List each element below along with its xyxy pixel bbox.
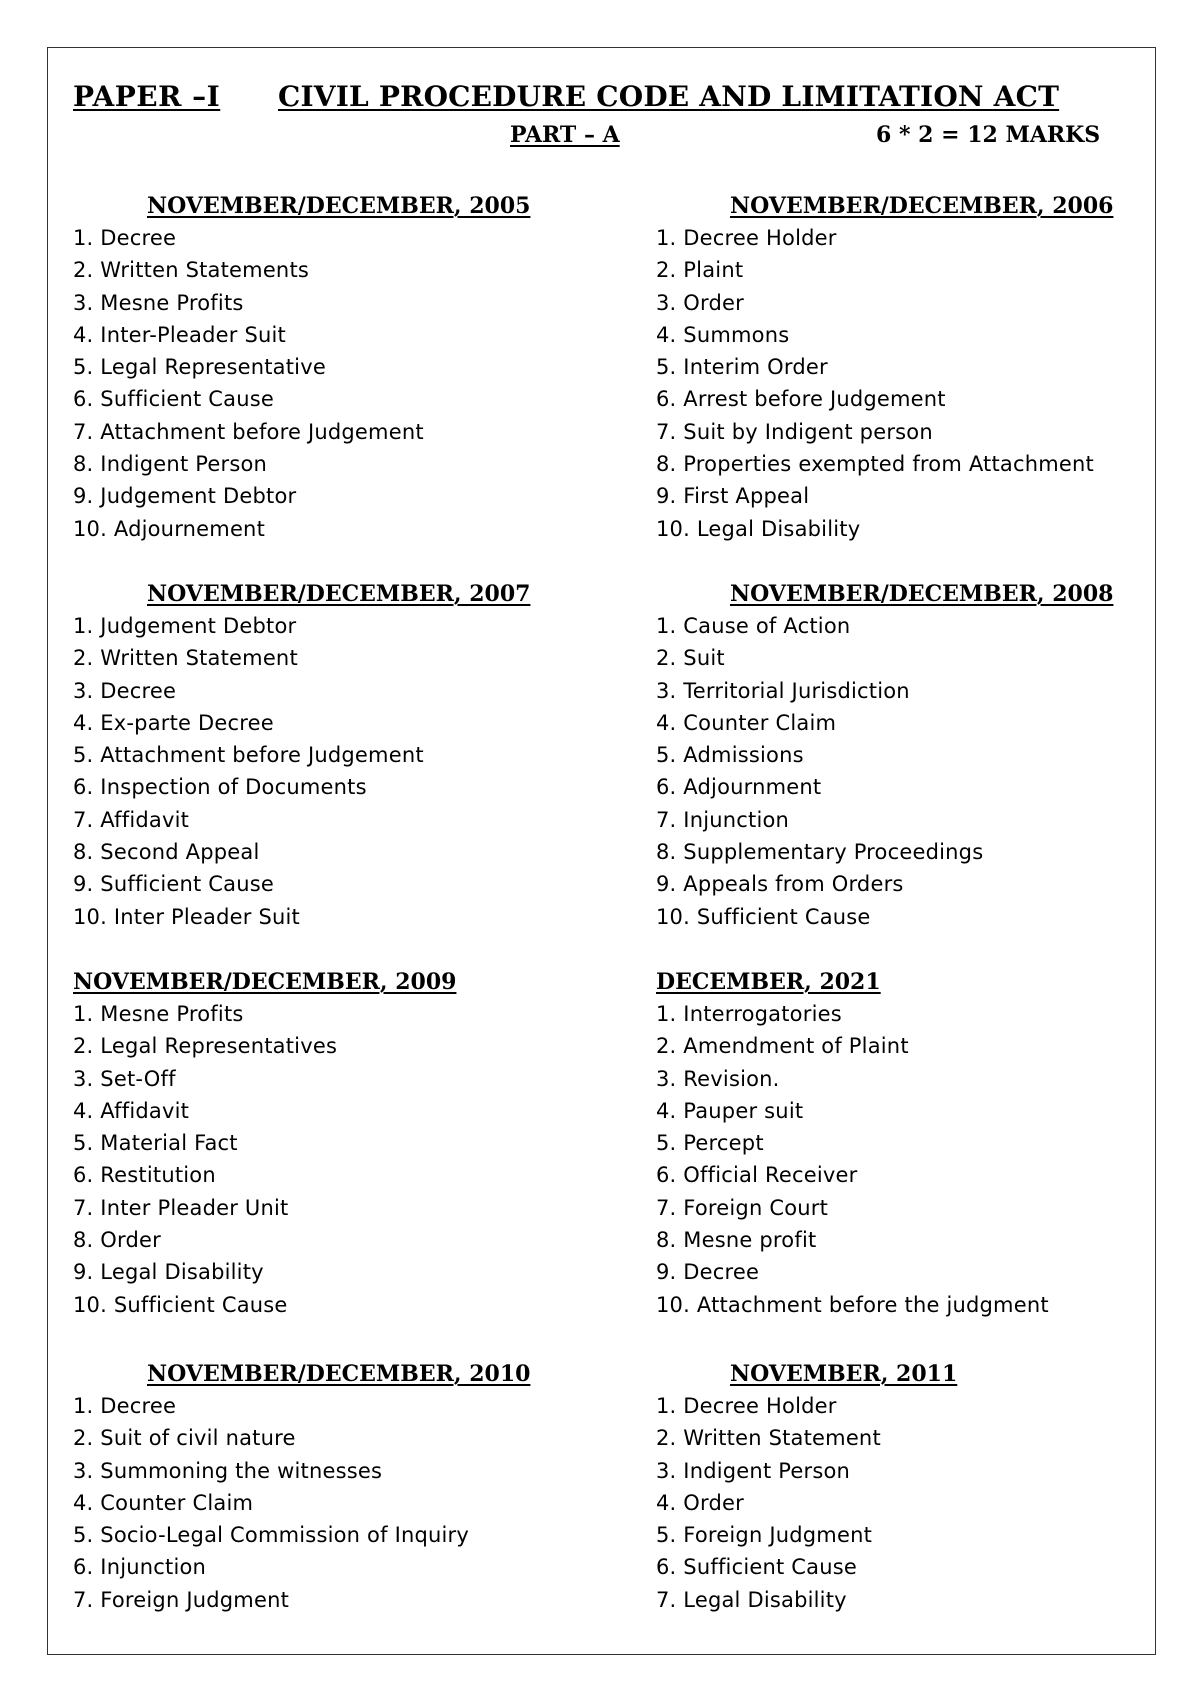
list-item: 5. Material Fact [73, 1131, 238, 1156]
section-2009 [73, 966, 613, 1321]
section-2007 [73, 578, 613, 933]
list-item: 6. Injunction [73, 1555, 207, 1580]
list-item: 3. Decree [73, 678, 177, 703]
list-item: 7. Foreign Judgment [73, 1587, 290, 1612]
list-item: 5. Admissions [656, 743, 804, 768]
section-2008 [656, 578, 1196, 933]
list-item: 5. Socio-Legal Commission of Inquiry [73, 1523, 470, 1548]
section-title: NOVEMBER/DECEMBER, 2006 [730, 193, 1114, 219]
list-item: 7. Attachment before Judgement [73, 419, 424, 444]
list-item: 1. Decree [73, 226, 177, 250]
section-title: DECEMBER, 2021 [656, 969, 881, 995]
list-item: 2. Suit of civil nature [73, 1426, 296, 1451]
section-title: NOVEMBER/DECEMBER, 2010 [147, 1361, 531, 1387]
section-2011 [656, 1358, 1196, 1616]
list-item: 9. First Appeal [656, 484, 810, 509]
list-item: 7. Inter Pleader Unit [73, 1195, 289, 1220]
list-item: 3. Summoning the witnesses [73, 1458, 383, 1483]
list-item: 10. Legal Disability [656, 516, 861, 541]
list-item: 1. Decree Holder [656, 226, 837, 250]
question-list [73, 1390, 613, 1616]
list-item: 3. Order [656, 290, 744, 315]
list-item: 7. Foreign Court [656, 1195, 829, 1220]
section-2005 [73, 190, 613, 545]
list-item: 2. Suit [656, 646, 725, 671]
list-item: 7. Affidavit [73, 807, 190, 832]
list-item: 6. Official Receiver [656, 1163, 858, 1188]
list-item: 2. Written Statement [656, 1426, 881, 1451]
list-item: 9. Sufficient Cause [73, 872, 274, 897]
list-item: 2. Legal Representatives [73, 1034, 338, 1059]
list-item: 8. Properties exempted from Attachment [656, 452, 1094, 477]
list-item: 5. Legal Representative [73, 355, 326, 380]
list-item: 2. Amendment of Plaint [656, 1034, 909, 1059]
list-item: 3. Indigent Person [656, 1458, 851, 1483]
list-item: 4. Summons [656, 322, 790, 347]
list-item: 6. Adjournment [656, 775, 822, 800]
section-title: NOVEMBER/DECEMBER, 2005 [147, 193, 531, 219]
list-item: 8. Second Appeal [73, 840, 260, 865]
list-item: 9. Legal Disability [73, 1260, 264, 1285]
question-list [73, 998, 613, 1321]
question-list [656, 998, 1196, 1321]
list-item: 3. Mesne Profits [73, 290, 244, 315]
list-item: 9. Judgement Debtor [73, 484, 297, 509]
list-item: 1. Interrogatories [656, 1002, 842, 1026]
list-item: 10. Sufficient Cause [656, 904, 871, 929]
question-list [656, 1390, 1196, 1616]
question-list [73, 610, 613, 933]
section-title: NOVEMBER/DECEMBER, 2008 [730, 581, 1114, 607]
section-2010 [73, 1358, 613, 1616]
document-title: CIVIL PROCEDURE CODE AND LIMITATION ACT [278, 80, 1060, 113]
list-item: 4. Counter Claim [656, 710, 837, 735]
list-item: 4. Order [656, 1490, 744, 1515]
section-title: NOVEMBER, 2011 [730, 1361, 958, 1387]
list-item: 6. Restitution [73, 1163, 216, 1188]
list-item: 1. Decree [73, 1394, 177, 1418]
list-item: 5. Interim Order [656, 355, 828, 380]
section-title: NOVEMBER/DECEMBER, 2007 [147, 581, 531, 607]
list-item: 5. Attachment before Judgement [73, 743, 424, 768]
list-item: 8. Order [73, 1228, 161, 1253]
section-2006 [656, 190, 1196, 545]
question-list [656, 610, 1196, 933]
list-item: 8. Supplementary Proceedings [656, 840, 984, 865]
list-item: 4. Inter-Pleader Suit [73, 322, 286, 347]
section-title: NOVEMBER/DECEMBER, 2009 [73, 969, 457, 995]
list-item: 10. Attachment before the judgment [656, 1292, 1049, 1317]
list-item: 4. Affidavit [73, 1098, 190, 1123]
list-item: 9. Appeals from Orders [656, 872, 904, 897]
list-item: 1. Decree Holder [656, 1394, 837, 1418]
list-item: 4. Counter Claim [73, 1490, 254, 1515]
list-item: 7. Legal Disability [656, 1587, 847, 1612]
part-label: PART – A [510, 122, 620, 148]
list-item: 8. Indigent Person [73, 452, 268, 477]
list-item: 2. Written Statement [73, 646, 298, 671]
list-item: 6. Arrest before Judgement [656, 387, 946, 412]
list-item: 1. Cause of Action [656, 614, 851, 638]
list-item: 10. Sufficient Cause [73, 1292, 288, 1317]
list-item: 7. Injunction [656, 807, 790, 832]
list-item: 8. Mesne profit [656, 1228, 817, 1253]
list-item: 7. Suit by Indigent person [656, 419, 933, 444]
marks-label: 6 * 2 = 12 MARKS [876, 122, 1101, 148]
list-item: 4. Ex-parte Decree [73, 710, 274, 735]
section-2021 [656, 966, 1196, 1321]
list-item: 6. Sufficient Cause [73, 387, 274, 412]
list-item: 5. Percept [656, 1131, 764, 1156]
list-item: 4. Pauper suit [656, 1098, 804, 1123]
list-item: 3. Territorial Jurisdiction [656, 678, 910, 703]
list-item: 1. Judgement Debtor [73, 614, 297, 638]
list-item: 1. Mesne Profits [73, 1002, 244, 1026]
paper-label: PAPER –I [73, 80, 221, 113]
list-item: 9. Decree [656, 1260, 760, 1285]
list-item: 2. Written Statements [73, 258, 310, 283]
list-item: 2. Plaint [656, 258, 744, 283]
list-item: 3. Revision. [656, 1066, 780, 1091]
list-item: 6. Sufficient Cause [656, 1555, 857, 1580]
list-item: 6. Inspection of Documents [73, 775, 367, 800]
list-item: 5. Foreign Judgment [656, 1523, 873, 1548]
list-item: 10. Adjournement [73, 516, 266, 541]
question-list [73, 222, 613, 545]
list-item: 3. Set-Off [73, 1066, 176, 1091]
list-item: 10. Inter Pleader Suit [73, 904, 300, 929]
question-list [656, 222, 1196, 545]
